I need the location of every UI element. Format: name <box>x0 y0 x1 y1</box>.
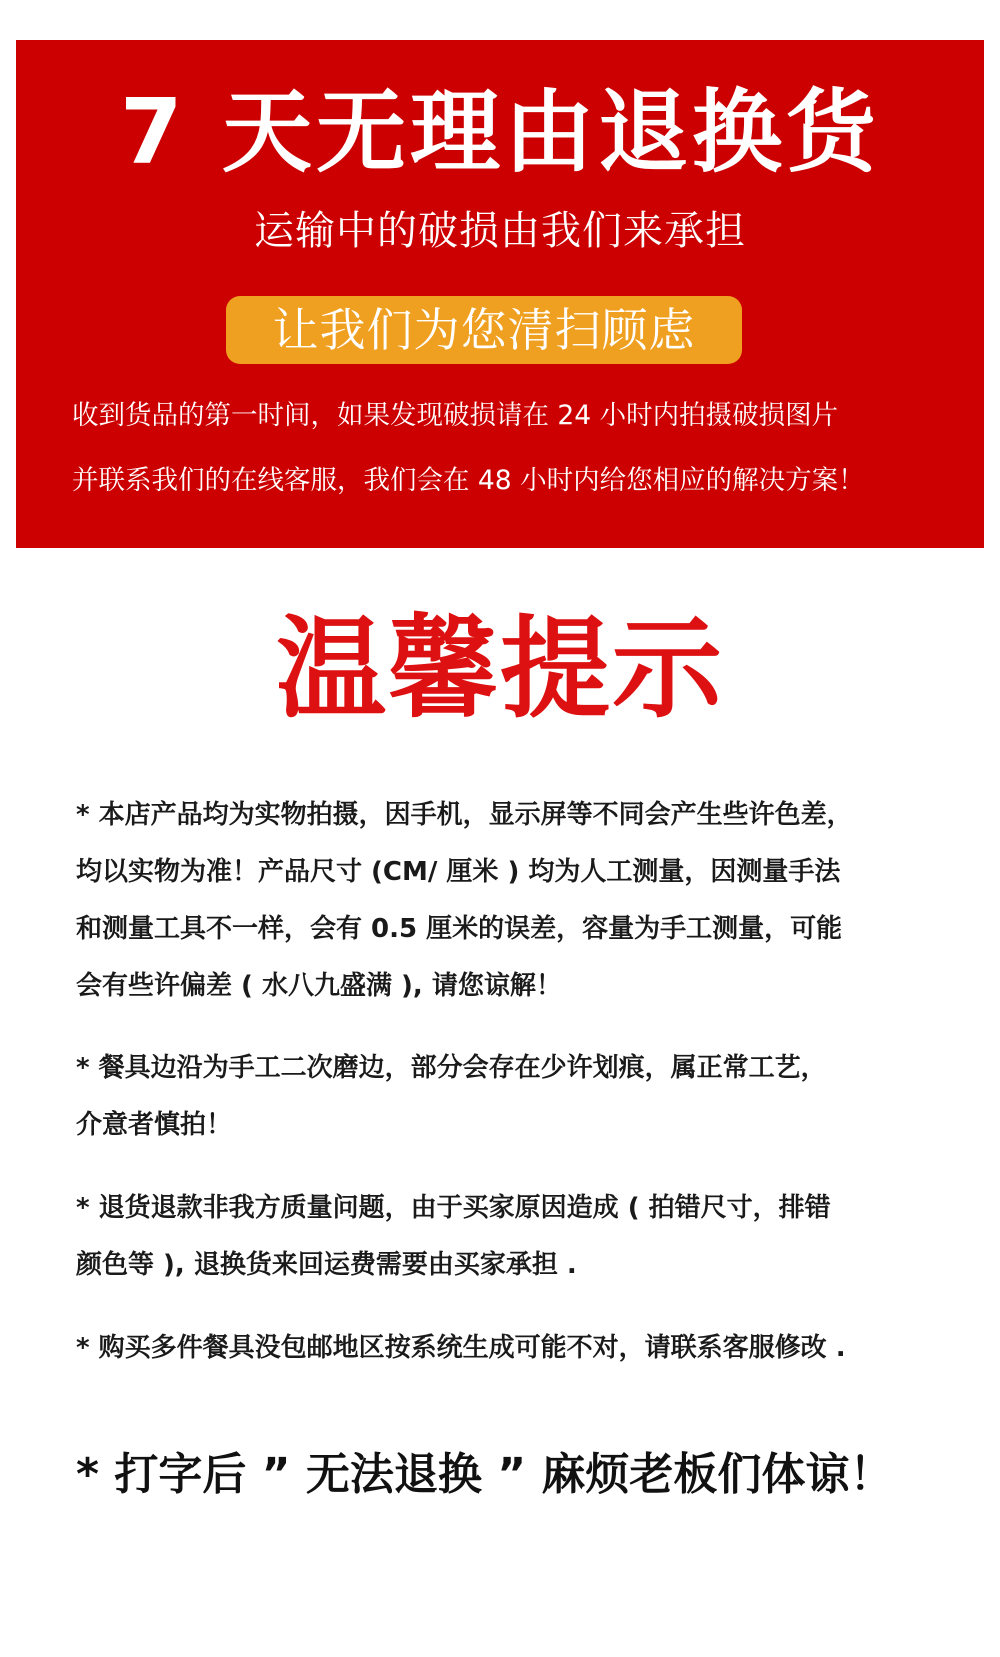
tip-line: * 退货退款非我方质量问题，由于买家原因造成 ( 拍错尺寸，排错 <box>76 1193 831 1223</box>
banner-title: 7 天无理由退换货 <box>120 80 880 185</box>
final-note: * 打字后 ” 无法退换 ” 麻烦老板们体谅！ <box>76 1449 894 1500</box>
tip-line: 颜色等 ), 退换货来回运费需要由买家承担 . <box>76 1250 577 1280</box>
tip-line: * 餐具边沿为手工二次磨边，部分会存在少许划痕，属正常工艺， <box>76 1053 827 1083</box>
tip-line: 均以实物为准！产品尺寸 (CM/ 厘米 ) 均为人工测量，因测量手法 <box>76 857 841 887</box>
banner-info-line: 收到货品的第一时间，如果发现破损请在 24 小时内拍摄破损图片 <box>72 400 839 431</box>
tips-title: 温馨提示 <box>276 605 724 733</box>
tip-line: 会有些许偏差 ( 水八九盛满 ), 请您谅解！ <box>76 971 562 1001</box>
banner-subtitle: 运输中的破损由我们来承担 <box>254 208 746 254</box>
banner-pill-badge: 让我们为您清扫顾虑 <box>226 296 742 364</box>
tip-line: * 购买多件餐具没包邮地区按系统生成可能不对，请联系客服修改 . <box>76 1333 846 1363</box>
banner-info-line: 并联系我们的在线客服，我们会在 48 小时内给您相应的解决方案！ <box>72 465 865 496</box>
tip-line: 和测量工具不一样，会有 0.5 厘米的误差，容量为手工测量，可能 <box>76 914 843 944</box>
tip-line: * 本店产品均为实物拍摄，因手机，显示屏等不同会产生些许色差， <box>76 800 853 830</box>
tip-line: 介意者慎拍！ <box>76 1110 233 1140</box>
